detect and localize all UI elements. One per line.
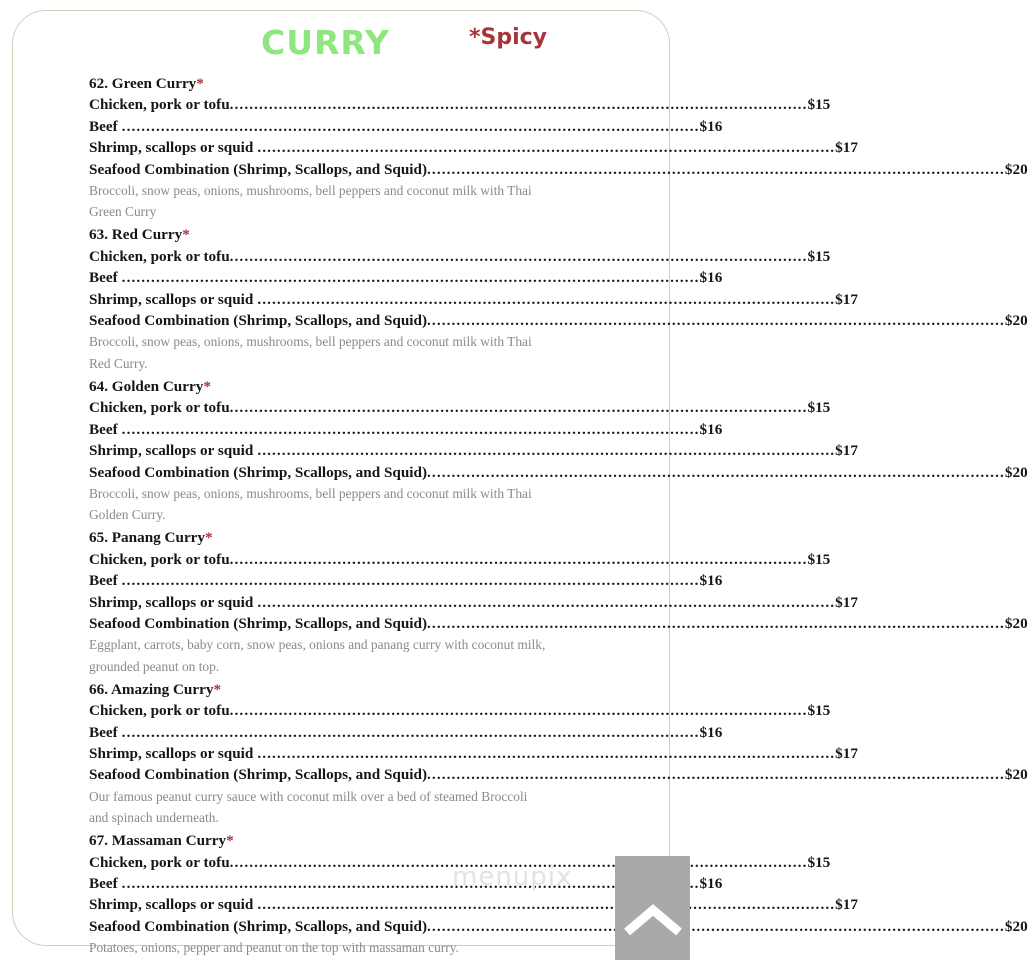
dot-leader	[122, 267, 700, 288]
price-value: $15	[807, 399, 831, 417]
menu-item-description: Eggplant, carrots, baby corn, snow peas, onions and panang curry with coconut milk, grounded peanut on top.	[89, 637, 546, 674]
dot-leader	[427, 613, 1005, 634]
price-row-label: Beef	[89, 420, 118, 438]
dot-leader	[427, 159, 1005, 180]
price-row-label: Chicken, pork or tofu	[89, 247, 230, 265]
dot-leader	[427, 462, 1005, 483]
price-row-seafood	[89, 764, 1028, 785]
dot-leader	[122, 873, 700, 894]
price-row-seafood	[89, 613, 1028, 634]
spice-star-icon: *	[196, 75, 204, 92]
price-row-beef	[89, 267, 723, 288]
dot-leader	[122, 722, 700, 743]
page-title: CURRY	[261, 23, 390, 62]
spice-star-icon: *	[205, 529, 213, 547]
price-value: $20	[1004, 917, 1028, 935]
menu-item-description: Broccoli, snow peas, onions, mushrooms, bell peppers and coconut milk with Thai Golden Curry.	[89, 485, 532, 523]
price-value: $20	[1004, 766, 1028, 784]
menu-item-name: 63. Red Curry	[89, 226, 183, 244]
price-row-label: Beef	[89, 117, 118, 135]
price-row-chicken	[89, 94, 831, 115]
menu-item-title	[89, 527, 645, 548]
price-row-label: Shrimp, scallops or squid	[89, 290, 254, 308]
scroll-to-top-button[interactable]	[615, 856, 690, 960]
spice-star-icon: *	[203, 377, 211, 395]
price-row-seafood	[89, 462, 1028, 483]
dot-leader	[257, 743, 835, 764]
price-row-beef	[89, 419, 723, 440]
price-row-label: Shrimp, scallops or squid	[89, 744, 254, 762]
price-value: $16	[699, 723, 723, 741]
dot-leader	[257, 289, 835, 310]
dot-leader	[427, 764, 1005, 785]
menu-item-description: Broccoli, snow peas, onions, mushrooms, bell peppers and coconut milk with Thai Red Curry.	[89, 334, 532, 371]
menupix-watermark: menupix	[452, 862, 573, 892]
price-row-beef	[89, 116, 723, 137]
spice-star-icon: *	[213, 680, 222, 698]
menu-item-title	[89, 376, 645, 397]
spice-star-icon: *	[182, 226, 190, 244]
price-value: $17	[835, 290, 858, 308]
dot-leader	[230, 246, 808, 267]
price-value: $20	[1004, 614, 1028, 632]
price-row-shrimp	[89, 592, 858, 613]
price-row-seafood	[89, 916, 1028, 937]
price-value: $15	[807, 247, 831, 265]
price-row-beef	[89, 570, 723, 591]
price-row-seafood	[89, 159, 1028, 180]
price-row-shrimp	[89, 743, 858, 764]
price-row-label: Seafood Combination (Shrimp, Scallops, and Squid)	[89, 766, 428, 784]
price-row-label: Beef	[89, 723, 118, 741]
price-row-label: Beef	[89, 269, 118, 287]
price-row-label: Seafood Combination (Shrimp, Scallops, and Squid)	[89, 463, 428, 481]
price-row-label: Shrimp, scallops or squid	[89, 442, 254, 460]
price-value: $17	[835, 139, 858, 157]
dot-leader	[122, 116, 700, 137]
price-row-label: Chicken, pork or tofu	[89, 853, 230, 871]
price-row-chicken	[89, 852, 831, 873]
price-row-beef	[89, 722, 723, 743]
dot-leader	[257, 137, 835, 158]
menu-item-description: Potatoes, onions, pepper and peanut on the top with massaman curry.	[89, 940, 459, 956]
dot-leader	[122, 419, 700, 440]
menu-item-name: 65. Panang Curry	[89, 529, 206, 547]
price-row-seafood	[89, 310, 1028, 331]
price-row-label: Seafood Combination (Shrimp, Scallops, and Squid)	[89, 312, 428, 330]
price-row-chicken	[89, 700, 831, 721]
price-value: $16	[699, 420, 723, 438]
menu-header	[13, 11, 669, 73]
price-value: $17	[835, 744, 858, 762]
price-row-label: Seafood Combination (Shrimp, Scallops, and Squid)	[89, 614, 428, 632]
spicy-legend: *Spicy	[469, 25, 548, 50]
price-value: $20	[1004, 463, 1028, 481]
price-value: $16	[699, 117, 723, 135]
dot-leader	[122, 570, 700, 591]
price-row-label: Beef	[89, 572, 118, 590]
price-value: $20	[1004, 160, 1028, 178]
price-value: $16	[699, 572, 723, 590]
price-row-shrimp	[89, 440, 858, 461]
dot-leader	[257, 894, 835, 915]
dot-leader	[230, 852, 808, 873]
price-row-label: Chicken, pork or tofu	[89, 702, 230, 720]
price-row-shrimp	[89, 137, 858, 158]
menu-section	[89, 830, 1028, 958]
price-value: $16	[699, 269, 723, 287]
menu-item-description: Our famous peanut curry sauce with coconut milk over a bed of steamed Broccoli and spinach underneath.	[89, 788, 528, 825]
price-value: $17	[835, 442, 858, 460]
price-row-chicken	[89, 397, 831, 418]
dot-leader	[257, 440, 835, 461]
menu-item-title	[89, 830, 645, 851]
price-value: $15	[807, 702, 831, 720]
menu-item-name: 66. Amazing Curry	[89, 680, 214, 698]
price-row-label: Seafood Combination (Shrimp, Scallops, and Squid)	[89, 917, 428, 935]
dot-leader	[230, 397, 808, 418]
price-row-label: Shrimp, scallops or squid	[89, 896, 254, 914]
price-row-chicken	[89, 246, 831, 267]
menu-section	[89, 679, 1028, 828]
menu-section	[89, 527, 1028, 676]
menu-page	[12, 10, 1028, 956]
price-row-label: Chicken, pork or tofu	[89, 399, 230, 417]
price-value: $15	[807, 96, 831, 114]
menu-item-name: 64. Golden Curry	[89, 377, 204, 395]
price-row-label: Shrimp, scallops or squid	[89, 593, 254, 611]
menu-item-title	[89, 73, 645, 94]
menu-section	[89, 73, 1028, 222]
dot-leader	[230, 94, 808, 115]
price-row-label: Beef	[89, 875, 118, 892]
dot-leader	[427, 310, 1005, 331]
price-value: $16	[699, 875, 723, 892]
chevron-up-icon	[623, 900, 683, 940]
price-value: $15	[807, 550, 831, 568]
price-value: $17	[835, 896, 858, 914]
dot-leader	[427, 916, 1005, 937]
menu-item-list	[13, 73, 1028, 958]
price-row-label: Shrimp, scallops or squid	[89, 139, 254, 157]
spice-star-icon: *	[226, 832, 234, 850]
menu-section	[89, 224, 1028, 373]
price-row-label: Seafood Combination (Shrimp, Scallops, and Squid)	[89, 160, 428, 178]
menu-item-description: Broccoli, snow peas, onions, mushrooms, bell peppers and coconut milk with Thai Green Curry	[89, 183, 532, 220]
price-row-beef	[89, 873, 723, 894]
price-row-shrimp	[89, 289, 858, 310]
price-value: $15	[807, 853, 831, 871]
price-value: $17	[835, 593, 858, 611]
price-row-label: Chicken, pork or tofu	[89, 96, 230, 114]
menu-item-title	[89, 679, 645, 700]
price-row-label: Chicken, pork or tofu	[89, 550, 230, 568]
menu-section	[89, 376, 1028, 525]
dot-leader	[257, 592, 835, 613]
price-row-shrimp	[89, 894, 858, 915]
price-value: $20	[1004, 312, 1028, 330]
menu-item-title	[89, 224, 645, 245]
dot-leader	[230, 549, 808, 570]
price-row-chicken	[89, 549, 831, 570]
menu-item-name: 67. Massaman Curry	[89, 832, 227, 850]
menu-item-name: 62. Green Curry	[89, 75, 197, 92]
dot-leader	[230, 700, 808, 721]
